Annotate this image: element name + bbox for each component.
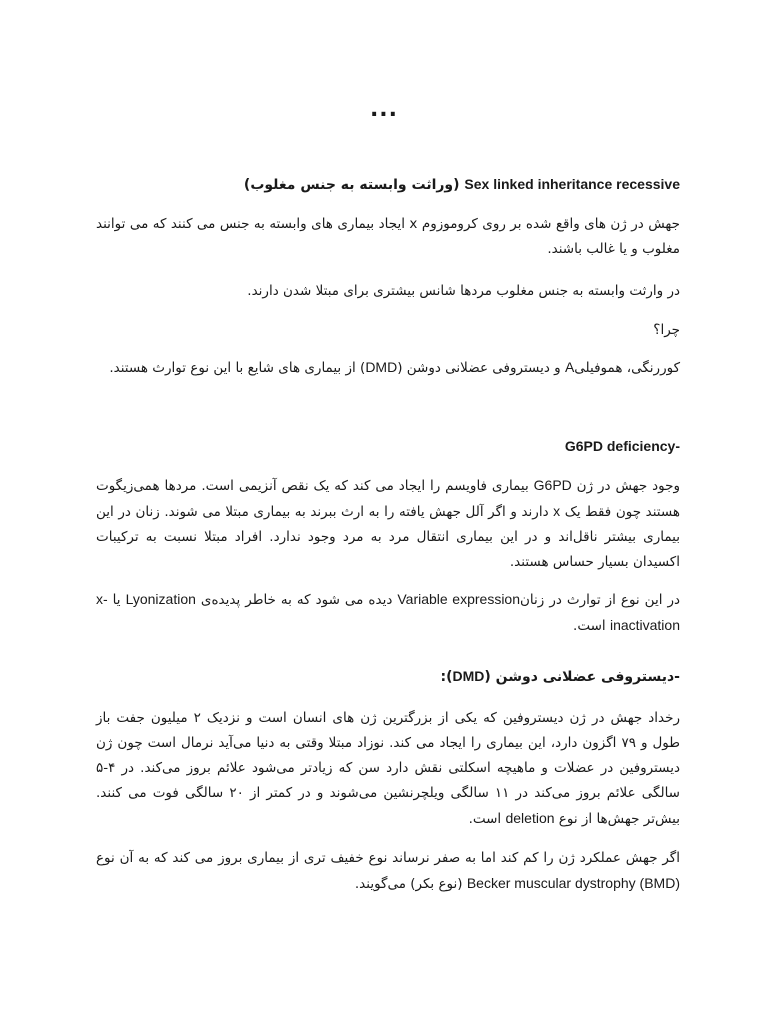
text-latin-g6pd: G6PD bbox=[533, 477, 572, 493]
text-segment: یا bbox=[107, 592, 126, 608]
text-segment: و دیستروفی عضلانی دوشن ( bbox=[397, 360, 565, 376]
text-segment: بیماری فاویسم را ایجاد می کند که یک نقص آنزیمی است. مردها همی‌زیگوت هستند چون فقط یک bbox=[96, 478, 681, 520]
paragraph-why-question: چرا؟ bbox=[653, 322, 680, 338]
text-latin-dmd: DMD bbox=[452, 668, 485, 684]
section-heading-dmd bbox=[96, 664, 680, 690]
paragraph-g6pd-2 bbox=[96, 587, 680, 639]
text-latin-deletion: deletion bbox=[505, 810, 555, 826]
text-segment: دارند و اگر آلل جهش یافته را به ارث ببرند به بیماری مبتلا می شوند. زنان در این بیماری بیشتر ناقل‌اند و در این بیماری انتقال مرد به مرد وجود ندارد. افراد مبتلا نسبت به ترکیبات اکسیدان بسیار حساس هستند. bbox=[96, 504, 680, 570]
section-g6pd bbox=[96, 434, 680, 639]
text-latin-becker: Becker muscular dystrophy (BMD) bbox=[466, 875, 680, 891]
paragraph-dmd-2 bbox=[96, 846, 680, 897]
section-heading-g6pd bbox=[96, 434, 680, 459]
text-segment: کوررنگی، هموفیلی bbox=[574, 360, 680, 376]
text-latin-lyonization: Lyonization bbox=[125, 591, 196, 607]
text-segment: رخداد جهش در ژن دیستروفین که یکی از بزرگترین ژن های انسان است و نزدیک ۲ میلیون جفت باز طول و ۷۹ اگزون دارد، این بیماری را ایجاد می کند. نوزاد مبتلا وقتی به دنیا می‌آید نرمال است چون ژن دیستروفین در عضلات و ماهیچه اسکلتی نقش دارد سن که زیادتر می‌شود علائم بروز می‌کند. در ۴-۵ سالگی علائم بروز می‌کند در ۱۱ سالگی ویلچرنشین می‌شوند و در کمتر از ۲۰ سالگی فوت می کنند. بیش‌تر جهش‌ها از نوع bbox=[96, 710, 680, 827]
text-segment: وجود جهش در ژن bbox=[571, 478, 680, 494]
text-latin-x: x bbox=[553, 503, 561, 519]
text-segment: است. bbox=[468, 811, 506, 827]
text-latin-dmd: DMD bbox=[365, 359, 398, 375]
paragraph-sex-linked-2: در وارثت وابسته به جنس مغلوب مردها شانس بیشتری برای مبتلا شدن دارند. bbox=[247, 283, 680, 299]
paragraph-dmd-1 bbox=[96, 706, 680, 832]
text-segment: دیده می شود که به خاطر پدیده‌ی bbox=[195, 592, 398, 608]
text-latin-variable-expression: Variable expression bbox=[397, 591, 521, 607]
text-segment: در این نوع از توارث در زنان bbox=[520, 592, 681, 608]
text-segment: (نوع بکر) می‌گویند. bbox=[354, 876, 467, 892]
text-segment: است. bbox=[573, 618, 610, 634]
paragraph-common-diseases bbox=[96, 355, 680, 381]
heading-persian: (وراثت وابسته به جنس مغلوب) bbox=[243, 177, 460, 193]
ellipsis-marker: ... bbox=[369, 97, 399, 122]
heading-latin: Sex linked inheritance recessive bbox=[464, 176, 680, 192]
section-heading-sex-linked bbox=[96, 172, 680, 198]
paragraph-g6pd-1 bbox=[96, 473, 680, 575]
section-dmd bbox=[96, 664, 680, 897]
text-segment: -دیستروفی عضلانی دوشن ( bbox=[484, 669, 680, 685]
text-segment: اگر جهش عملکرد ژن را کم کند اما به صفر نرساند نوع خفیف تری از بیماری بروز می کند که به آن نوع bbox=[96, 850, 680, 866]
text-latin-x-inactivation: x-inactivation bbox=[96, 591, 680, 633]
text-segment: ): bbox=[440, 669, 453, 685]
paragraph-sex-linked-1: جهش در ژن های واقع شده بر روی کروموزوم x ایجاد بیماری های وابسته به جنس می کنند که می توانند مغلوب و یا غالب باشند. bbox=[96, 216, 680, 257]
section-sex-linked bbox=[96, 172, 680, 381]
heading-g6pd-text: G6PD deficiency- bbox=[564, 438, 680, 454]
text-latin-a: A bbox=[564, 359, 575, 375]
text-segment: ) از بیماری های شایع با این نوع توارث هستند. bbox=[109, 360, 366, 376]
